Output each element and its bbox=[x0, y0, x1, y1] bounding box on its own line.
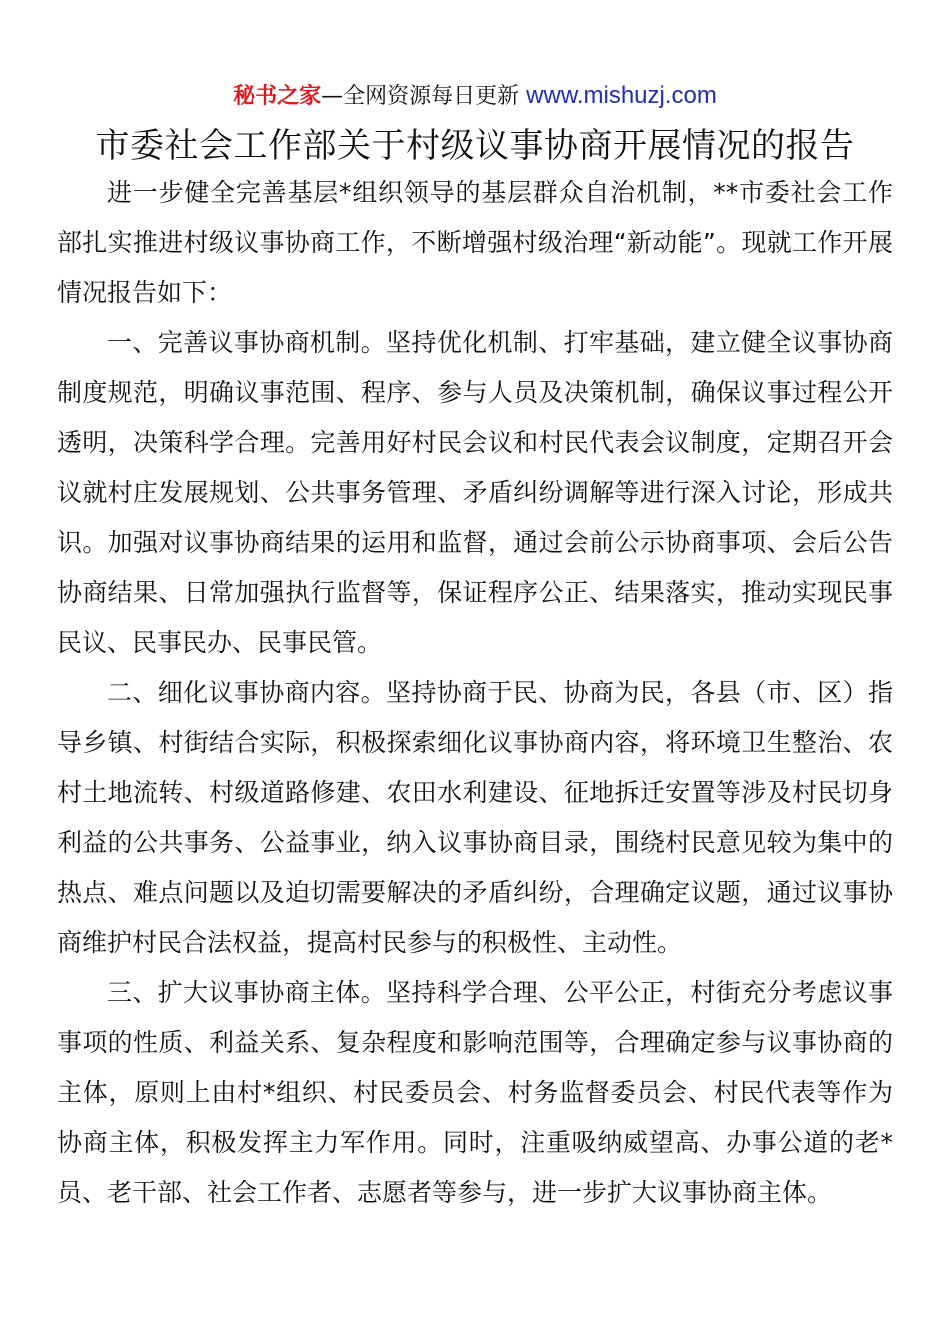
section-2-paragraph: 二、细化议事协商内容。坚持协商于民、协商为民，各县（市、区）指导乡镇、村街结合实际，积极探索细化议事协商内容，将环境卫生整治、农村土地流转、村级道路修建、农田水利建设、征地拆迁安置等涉及村民切身利益的公共事务、公益事业，纳入议事协商目录，围绕村民意见较为集中的热点、难点问题以及迫切需要解决的矛盾纠纷，合理确定议题，通过议事协商维护村民合法权益，提高村民参与的积极性、主动性。 bbox=[57, 678, 893, 957]
brand-name: 秘书之家 bbox=[233, 84, 322, 109]
site-url-link[interactable]: www.mishuzj.com bbox=[526, 82, 717, 109]
intro-paragraph: 进一步健全完善基层*组织领导的基层群众自治机制，**市委社会工作部扎实推进村级议事协商工作，不断增强村级治理“新动能”。现就工作开展情况报告如下： bbox=[57, 178, 893, 307]
site-header bbox=[0, 80, 950, 113]
document-title: 市委社会工作部关于村级议事协商开展情况的报告 bbox=[95, 126, 855, 166]
document-body bbox=[57, 168, 893, 1218]
section-3-paragraph: 三、扩大议事协商主体。坚持科学合理、公平公正，村街充分考虑议事事项的性质、利益关系、复杂程度和影响范围等，合理确定参与议事协商的主体，原则上由村*组织、村民委员会、村务监督委员会、村民代表等作为协商主体，积极发挥主力军作用。同时，注重吸纳威望高、办事公道的老*员、老干部、社会工作者、志愿者等参与，进一步扩大议事协商主体。 bbox=[57, 978, 893, 1207]
section-1-paragraph: 一、完善议事协商机制。坚持优化机制、打牢基础，建立健全议事协商制度规范，明确议事范围、程序、参与人员及决策机制，确保议事过程公开透明，决策科学合理。完善用好村民会议和村民代表会议制度，定期召开会议就村庄发展规划、公共事务管理、矛盾纠纷调解等进行深入讨论，形成共识。加强对议事协商结果的运用和监督，通过会前公示协商事项、会后公告协商结果、日常加强执行监督等，保证程序公正、结果落实，推动实现民事民议、民事民办、民事民管。 bbox=[57, 328, 893, 657]
brand-slogan: —全网资源每日更新 bbox=[321, 84, 520, 109]
